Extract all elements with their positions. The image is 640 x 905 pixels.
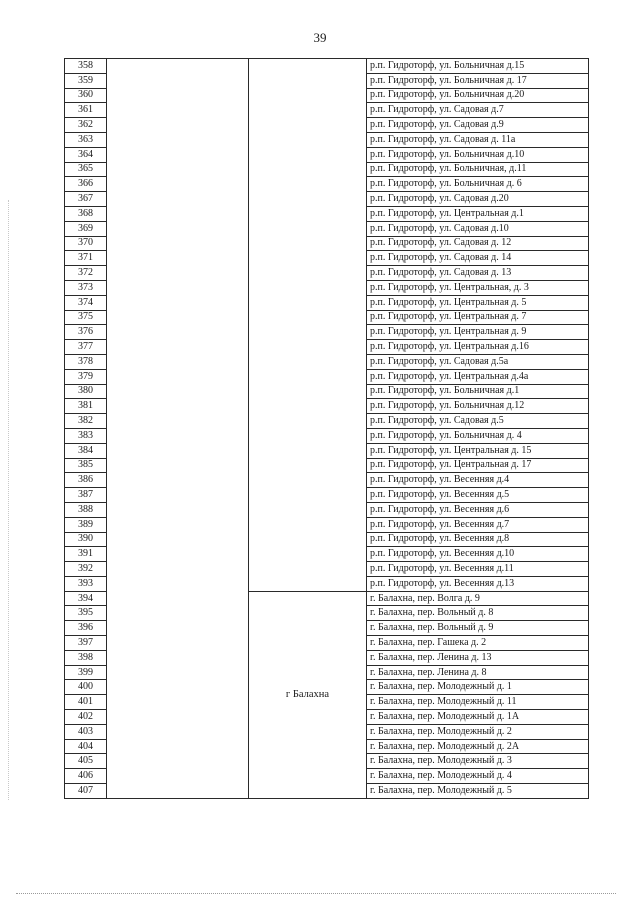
address-cell: р.п. Гидроторф, ул. Центральная д.1 bbox=[367, 206, 589, 221]
address-cell: р.п. Гидроторф, ул. Центральная д. 15 bbox=[367, 443, 589, 458]
row-number-cell: 392 bbox=[65, 562, 107, 577]
row-number-cell: 367 bbox=[65, 192, 107, 207]
address-cell: р.п. Гидроторф, ул. Больничная д.12 bbox=[367, 399, 589, 414]
row-number-cell: 377 bbox=[65, 340, 107, 355]
row-number-cell: 400 bbox=[65, 680, 107, 695]
page-number: 39 bbox=[313, 30, 327, 45]
address-cell: г. Балахна, пер. Молодежный д. 1А bbox=[367, 710, 589, 725]
address-cell: р.п. Гидроторф, ул. Садовая д. 12 bbox=[367, 236, 589, 251]
address-cell: р.п. Гидроторф, ул. Больничная д. 17 bbox=[367, 73, 589, 88]
address-cell: р.п. Гидроторф, ул. Садовая д. 11а bbox=[367, 132, 589, 147]
district-cell bbox=[107, 59, 249, 799]
row-number-cell: 399 bbox=[65, 665, 107, 680]
row-number-cell: 396 bbox=[65, 621, 107, 636]
row-number-cell: 387 bbox=[65, 488, 107, 503]
row-number-cell: 385 bbox=[65, 458, 107, 473]
locality-cell bbox=[249, 59, 367, 592]
address-cell: р.п. Гидроторф, ул. Весенняя д.4 bbox=[367, 473, 589, 488]
address-cell: р.п. Гидроторф, ул. Садовая д.5 bbox=[367, 414, 589, 429]
row-number-cell: 363 bbox=[65, 132, 107, 147]
row-number-cell: 366 bbox=[65, 177, 107, 192]
address-cell: г. Балахна, пер. Молодежный д. 2 bbox=[367, 724, 589, 739]
row-number-cell: 375 bbox=[65, 310, 107, 325]
row-number-cell: 382 bbox=[65, 414, 107, 429]
row-number-cell: 380 bbox=[65, 384, 107, 399]
address-cell: р.п. Гидроторф, ул. Центральная д.16 bbox=[367, 340, 589, 355]
row-number-cell: 386 bbox=[65, 473, 107, 488]
row-number-cell: 378 bbox=[65, 354, 107, 369]
address-cell: г. Балахна, пер. Молодежный д. 5 bbox=[367, 784, 589, 799]
row-number-cell: 404 bbox=[65, 739, 107, 754]
address-cell: р.п. Гидроторф, ул. Садовая д. 14 bbox=[367, 251, 589, 266]
table-body bbox=[65, 59, 589, 799]
address-cell: р.п. Гидроторф, ул. Весенняя д.6 bbox=[367, 502, 589, 517]
address-cell: р.п. Гидроторф, ул. Центральная д.4а bbox=[367, 369, 589, 384]
address-cell: р.п. Гидроторф, ул. Садовая д.7 bbox=[367, 103, 589, 118]
page-edge-line bbox=[16, 893, 616, 894]
row-number-cell: 369 bbox=[65, 221, 107, 236]
row-number-cell: 403 bbox=[65, 724, 107, 739]
row-number-cell: 384 bbox=[65, 443, 107, 458]
row-number-cell: 397 bbox=[65, 636, 107, 651]
address-table bbox=[64, 58, 589, 799]
row-number-cell: 390 bbox=[65, 532, 107, 547]
address-cell: р.п. Гидроторф, ул. Садовая д.5а bbox=[367, 354, 589, 369]
address-cell: г. Балахна, пер. Молодежный д. 1 bbox=[367, 680, 589, 695]
row-number-cell: 391 bbox=[65, 547, 107, 562]
row-number-cell: 368 bbox=[65, 206, 107, 221]
address-cell: г. Балахна, пер. Волга д. 9 bbox=[367, 591, 589, 606]
row-number-cell: 365 bbox=[65, 162, 107, 177]
address-cell: р.п. Гидроторф, ул. Садовая д. 13 bbox=[367, 266, 589, 281]
row-number-cell: 406 bbox=[65, 769, 107, 784]
row-number-cell: 407 bbox=[65, 784, 107, 799]
address-cell: г. Балахна, пер. Гашека д. 2 bbox=[367, 636, 589, 651]
address-cell: р.п. Гидроторф, ул. Больничная д.15 bbox=[367, 59, 589, 74]
address-cell: р.п. Гидроторф, ул. Центральная д. 9 bbox=[367, 325, 589, 340]
row-number-cell: 405 bbox=[65, 754, 107, 769]
address-cell: г. Балахна, пер. Ленина д. 8 bbox=[367, 665, 589, 680]
row-number-cell: 358 bbox=[65, 59, 107, 74]
address-cell: р.п. Гидроторф, ул. Больничная д.10 bbox=[367, 147, 589, 162]
address-cell: р.п. Гидроторф, ул. Весенняя д.11 bbox=[367, 562, 589, 577]
row-number-cell: 402 bbox=[65, 710, 107, 725]
row-number-cell: 371 bbox=[65, 251, 107, 266]
row-number-cell: 381 bbox=[65, 399, 107, 414]
address-cell: р.п. Гидроторф, ул. Весенняя д.13 bbox=[367, 576, 589, 591]
address-cell: г. Балахна, пер. Молодежный д. 4 bbox=[367, 769, 589, 784]
address-cell: р.п. Гидроторф, ул. Весенняя д.10 bbox=[367, 547, 589, 562]
address-cell: р.п. Гидроторф, ул. Больничная д.1 bbox=[367, 384, 589, 399]
row-number-cell: 395 bbox=[65, 606, 107, 621]
address-cell: г. Балахна, пер. Вольный д. 8 bbox=[367, 606, 589, 621]
row-number-cell: 379 bbox=[65, 369, 107, 384]
row-number-cell: 398 bbox=[65, 650, 107, 665]
row-number-cell: 394 bbox=[65, 591, 107, 606]
address-cell: р.п. Гидроторф, ул. Центральная д. 7 bbox=[367, 310, 589, 325]
address-cell: р.п. Гидроторф, ул. Весенняя д.7 bbox=[367, 517, 589, 532]
address-cell: г. Балахна, пер. Вольный д. 9 bbox=[367, 621, 589, 636]
row-number-cell: 360 bbox=[65, 88, 107, 103]
row-number-cell: 376 bbox=[65, 325, 107, 340]
row-number-cell: 362 bbox=[65, 118, 107, 133]
row-number-cell: 370 bbox=[65, 236, 107, 251]
address-cell: р.п. Гидроторф, ул. Больничная д. 4 bbox=[367, 428, 589, 443]
row-number-cell: 401 bbox=[65, 695, 107, 710]
table-row bbox=[65, 59, 589, 74]
address-cell: р.п. Гидроторф, ул. Центральная д. 17 bbox=[367, 458, 589, 473]
address-cell: р.п. Гидроторф, ул. Больничная, д.11 bbox=[367, 162, 589, 177]
row-number-cell: 359 bbox=[65, 73, 107, 88]
address-cell: г. Балахна, пер. Ленина д. 13 bbox=[367, 650, 589, 665]
row-number-cell: 372 bbox=[65, 266, 107, 281]
address-cell: р.п. Гидроторф, ул. Садовая д.20 bbox=[367, 192, 589, 207]
address-cell: р.п. Гидроторф, ул. Весенняя д.8 bbox=[367, 532, 589, 547]
address-cell: г. Балахна, пер. Молодежный д. 3 bbox=[367, 754, 589, 769]
address-cell: г. Балахна, пер. Молодежный д. 11 bbox=[367, 695, 589, 710]
address-cell: р.п. Гидроторф, ул. Центральная, д. 3 bbox=[367, 280, 589, 295]
address-cell: р.п. Гидроторф, ул. Весенняя д.5 bbox=[367, 488, 589, 503]
row-number-cell: 383 bbox=[65, 428, 107, 443]
address-cell: р.п. Гидроторф, ул. Садовая д.10 bbox=[367, 221, 589, 236]
address-cell: р.п. Гидроторф, ул. Больничная д.20 bbox=[367, 88, 589, 103]
row-number-cell: 374 bbox=[65, 295, 107, 310]
row-number-cell: 361 bbox=[65, 103, 107, 118]
row-number-cell: 389 bbox=[65, 517, 107, 532]
address-cell: р.п. Гидроторф, ул. Больничная д. 6 bbox=[367, 177, 589, 192]
page-edge-line-left bbox=[8, 200, 9, 800]
address-cell: р.п. Гидроторф, ул. Садовая д.9 bbox=[367, 118, 589, 133]
address-cell: р.п. Гидроторф, ул. Центральная д. 5 bbox=[367, 295, 589, 310]
row-number-cell: 364 bbox=[65, 147, 107, 162]
address-cell: г. Балахна, пер. Молодежный д. 2А bbox=[367, 739, 589, 754]
row-number-cell: 373 bbox=[65, 280, 107, 295]
locality-cell: г Балахна bbox=[249, 591, 367, 798]
row-number-cell: 393 bbox=[65, 576, 107, 591]
row-number-cell: 388 bbox=[65, 502, 107, 517]
